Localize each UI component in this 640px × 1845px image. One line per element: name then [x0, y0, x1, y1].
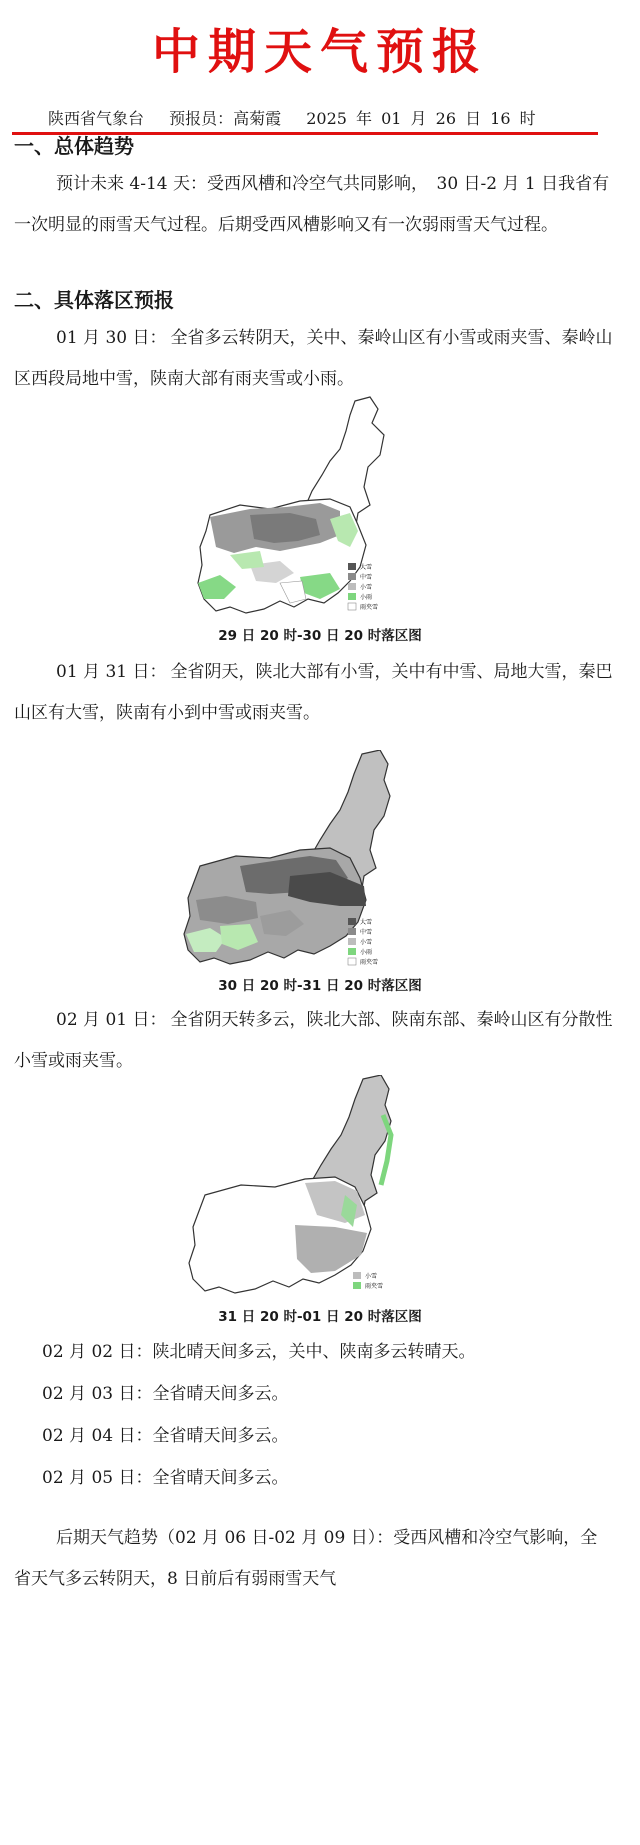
day-forecast-0130	[14, 318, 614, 400]
forecaster-name: 预报员：高菊霞	[169, 109, 282, 128]
day-date: 02 月 03 日：	[42, 1384, 153, 1404]
day-date: 01 月 31 日：	[56, 662, 167, 682]
section-heading-detail: 二、具体落区预报	[14, 288, 174, 312]
legend-label: 小雨	[360, 594, 373, 601]
legend-label: 雨夹雪	[365, 1283, 384, 1290]
forecast-map-3	[185, 1075, 450, 1300]
day-forecast-0203	[42, 1382, 288, 1406]
legend-label: 小雪	[360, 939, 373, 946]
forecast-map-1	[190, 395, 450, 620]
day-text: 全省晴天间多云。	[152, 1468, 289, 1488]
legend-label: 中雪	[360, 929, 373, 936]
day-text: 陕北晴天间多云，关中、陕南多云转晴天。	[152, 1342, 476, 1362]
legend-label: 小雪	[365, 1273, 378, 1280]
legend-label: 雨夹雪	[360, 959, 379, 966]
day-forecast-0131	[14, 652, 614, 734]
document-title: 中期天气预报	[151, 24, 488, 80]
section-heading-overall: 一、总体趋势	[14, 134, 134, 158]
legend-label: 大雪	[360, 919, 373, 926]
day-date: 02 月 04 日：	[42, 1426, 153, 1446]
agency-name: 陕西省气象台	[48, 109, 145, 128]
map-caption-3: 31 日 20 时-01 日 20 时落区图	[218, 1309, 422, 1325]
legend-label: 小雪	[360, 584, 373, 591]
legend-label: 雨夹雪	[360, 604, 379, 611]
day-forecast-0204	[42, 1424, 288, 1448]
day-text: 全省晴天间多云。	[152, 1384, 289, 1404]
day-forecast-0201	[14, 1000, 614, 1082]
legend-label: 小雨	[360, 949, 373, 956]
map-legend-3	[353, 1272, 383, 1290]
forecast-map-2	[180, 750, 450, 970]
map-caption-1: 29 日 20 时-30 日 20 时落区图	[218, 628, 422, 644]
day-text: 全省晴天间多云。	[152, 1426, 289, 1446]
day-date: 01 月 30 日：	[56, 328, 167, 348]
map-caption-2: 30 日 20 时-31 日 20 时落区图	[218, 978, 422, 994]
day-date: 02 月 01 日：	[56, 1010, 167, 1030]
overall-trend-text: 预计未来 4-14 天：受西风槽和冷空气共同影响， 30 日-2 月 1 日我省有一次明显的雨雪天气过程。后期受西风槽影响又有一次弱雨雪天气过程。	[14, 174, 610, 235]
day-text: 全省多云转阴天，关中、秦岭山区有小雪或雨夹雪、秦岭山区西段局地中雪，陕南大部有雨夹雪或小雨。	[14, 328, 613, 389]
issue-time: 2025 年 01 月 26 日 16 时	[306, 109, 536, 128]
legend-label: 中雪	[360, 574, 373, 581]
day-forecast-0202	[42, 1340, 475, 1364]
day-forecast-0205	[42, 1466, 288, 1490]
day-date: 02 月 05 日：	[42, 1468, 153, 1488]
issue-info-line	[48, 108, 588, 130]
day-text: 全省阴天，陕北大部有小雪，关中有中雪、局地大雪，秦巴山区有大雪，陕南有小到中雪或雨夹雪。	[14, 662, 613, 723]
day-text: 全省阴天转多云，陕北大部、陕南东部、秦岭山区有分散性小雪或雨夹雪。	[14, 1010, 613, 1071]
legend-label: 大雪	[360, 564, 373, 571]
day-date: 02 月 02 日：	[42, 1342, 153, 1362]
later-trend-text: 后期天气趋势（02 月 06 日-02 月 09 日）：受西风槽和冷空气影响，全省天气多云转阴天，8 日前后有弱雨雪天气	[14, 1528, 598, 1589]
